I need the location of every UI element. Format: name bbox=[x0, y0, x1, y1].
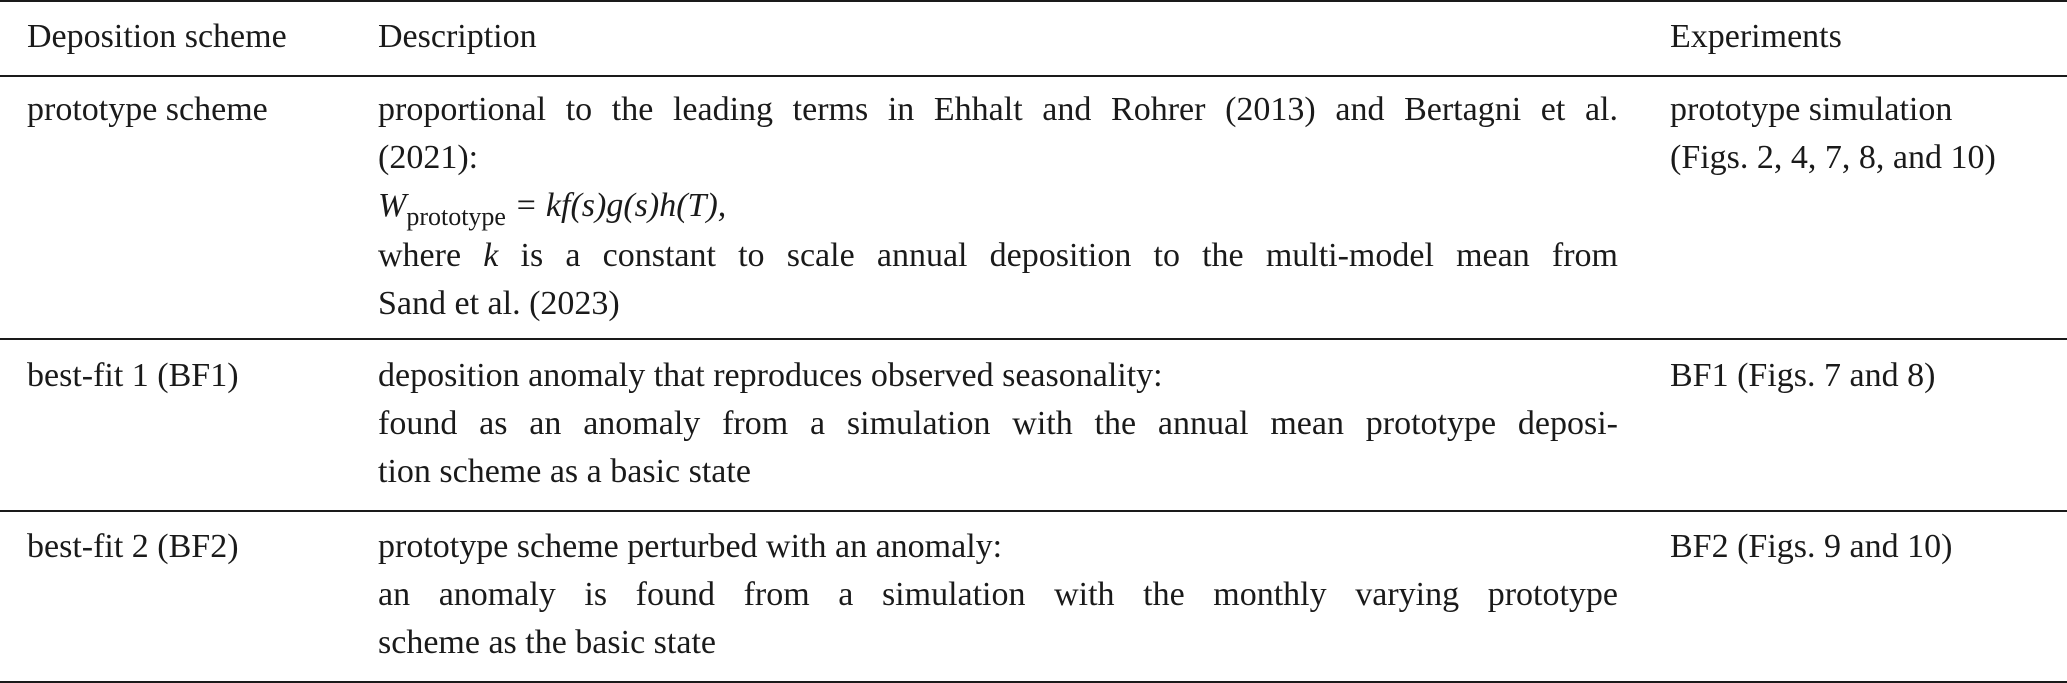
row-1-scheme: prototype scheme bbox=[27, 91, 268, 128]
header-description: Description bbox=[378, 18, 537, 55]
row-separator-2 bbox=[0, 510, 2067, 512]
formula-symbol: W bbox=[378, 187, 407, 224]
row-1-experiments bbox=[1670, 86, 1996, 182]
row-2-description bbox=[378, 352, 1618, 496]
row-1-description-line-4 bbox=[378, 232, 1618, 280]
where-rest: is a constant to scale annual deposition to the multi-model mean from bbox=[498, 237, 1618, 274]
formula-subscript: prototype bbox=[406, 202, 506, 231]
header-deposition-scheme: Deposition scheme bbox=[27, 18, 287, 55]
row-3-scheme: best-fit 2 (BF2) bbox=[27, 528, 239, 565]
row-3-description-line-3: scheme as the basic state bbox=[378, 624, 716, 661]
row-1-description-line-5: Sand et al. (2023) bbox=[378, 285, 620, 322]
row-3-description bbox=[378, 523, 1618, 667]
top-rule bbox=[0, 0, 2067, 2]
row-1-experiments-line-2: (Figs. 2, 4, 7, 8, and 10) bbox=[1670, 139, 1996, 176]
header-experiments: Experiments bbox=[1670, 18, 1842, 55]
row-3-description-line-1: prototype scheme perturbed with an anomaly: bbox=[378, 528, 1003, 565]
row-2-description-line-2: found as an anomaly from a simulation with the annual mean prototype deposi- bbox=[378, 405, 1618, 442]
row-2-experiments: BF1 (Figs. 7 and 8) bbox=[1670, 357, 1936, 394]
row-separator-1 bbox=[0, 338, 2067, 340]
row-3-experiments: BF2 (Figs. 9 and 10) bbox=[1670, 528, 1953, 565]
where-prefix: where bbox=[378, 237, 484, 274]
row-2-scheme: best-fit 1 (BF1) bbox=[27, 357, 239, 394]
row-1-description-line-2: (2021): bbox=[378, 139, 479, 176]
row-1-experiments-line-1: prototype simulation bbox=[1670, 91, 1953, 128]
row-2-description-line-3: tion scheme as a basic state bbox=[378, 453, 751, 490]
row-1-description-line-1: proportional to the leading terms in Ehhalt and Rohrer (2013) and Bertagni et al. bbox=[378, 91, 1618, 128]
header-rule bbox=[0, 75, 2067, 77]
variable-k: k bbox=[483, 237, 499, 274]
row-2-description-line-1: deposition anomaly that reproduces observed seasonality: bbox=[378, 357, 1163, 394]
row-3-description-line-2: an anomaly is found from a simulation with the monthly varying prototype bbox=[378, 576, 1618, 613]
row-1-description bbox=[378, 86, 1618, 328]
formula-rhs: = kf(s)g(s)h(T), bbox=[514, 187, 727, 224]
row-1-formula bbox=[378, 182, 1618, 232]
